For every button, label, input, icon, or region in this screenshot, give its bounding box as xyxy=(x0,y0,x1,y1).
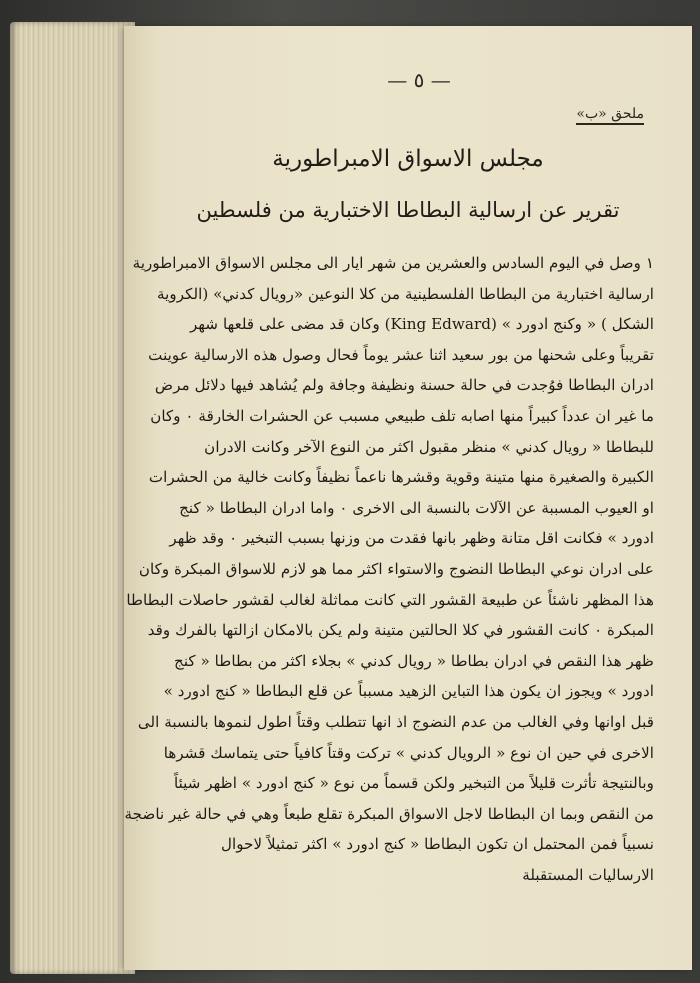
text-line: ادورد » فكانت اقل متانة وظهر بانها فقدت من وزنها بسبب التبخير ٠ وقد ظهر xyxy=(169,529,654,548)
text-line: من النقص وبما ان البطاطا لاجل الاسواق المبكرة تقلع طبعاً وهي في حالة غير ناضجة xyxy=(124,804,654,823)
text-line: تقريباً وعلى شحنها من بور سعيد اثنا عشر يوماً فحال وصول هذه الارسالية عوينت xyxy=(148,345,654,364)
text-line: المبكرة ٠ كانت القشور في كلا الحالتين متينة ولم يكن بالامكان ازالتها بالفرك وقد xyxy=(147,621,654,640)
text-line: هذا المظهر ناشئاً عن طبيعة القشور التي كانت مماثلة لغالب لقشور حاصلات البطاطا xyxy=(126,590,654,609)
text-line: وبالنتيجة تأثرت قليلاً من التبخير ولكن قسماً من نوع « كنج ادورد » اظهر شيئاً xyxy=(173,774,654,793)
page-subtitle: تقرير عن ارسالية البطاطا الاختبارية من فلسطين xyxy=(196,198,620,222)
text-line: ارسالية اختبارية من البطاطا الفلسطينية من كلا النوعين «رويال كدني» (الكروية xyxy=(157,284,654,303)
text-line: على ادران نوعي البطاطا النضوج والاستواء اكثر مما هو لازم للاسواق المبكرة وكان xyxy=(138,559,654,578)
text-line: ادورد » ويجوز ان يكون هذا التباين الزهيد مسبباً عن قلع البطاطا « كنج ادورد » xyxy=(163,682,654,701)
appendix-label: ملحق «ب» xyxy=(576,106,644,125)
text-line: الارساليات المستقبلة xyxy=(522,865,654,884)
text-line: نسبياً فمن المحتمل ان تكون البطاطا « كنج ادورد » اكثر تمثيلاً لاحوال xyxy=(220,835,654,854)
text-line: الشكل ) « وكنج ادورد » (King Edward) وكان قد مضى على قلعها شهر xyxy=(190,315,654,334)
text-line: الكبيرة والصغيرة منها متينة وقوية وقشرها ناعماً نظيفاً وكانت خالية من الحشرات xyxy=(148,468,654,487)
text-line: ظهر هذا النقص في ادران بطاطا « رويال كدني » بجلاء اكثر من بطاطا « كنج xyxy=(174,651,654,670)
text-line: قبل اوانها وفي الغالب من عدم النضوج اذ انها تتطلب وقتاً اطول لنموها بالنسبة الى xyxy=(137,712,654,731)
text-line: او العيوب المسببة عن الآلات بالنسبة الى الاخرى ٠ واما ادران البطاطا « كنج xyxy=(179,498,654,517)
book-page xyxy=(124,26,692,970)
page-number: — ٥ — xyxy=(387,68,451,92)
page-title: مجلس الاسواق الامبراطورية xyxy=(272,146,544,172)
text-line: ادران البطاطا فوُجدت في حالة حسنة ونظيفة وجافة ولم يُشاهد فيها دلائل مرض xyxy=(154,376,654,395)
text-line: الاخرى في حين ان نوع « الرويال كدني » تركت وقتاً كافياً حتى يتماسك قشرها xyxy=(163,743,654,762)
body-text xyxy=(124,248,654,890)
text-line: ما غير ان عدداً كبيراً منها اصابه تلف طبيعي مسبب عن الحشرات الخارقة ٠ وكان xyxy=(150,406,654,425)
book-page-edges xyxy=(10,22,135,974)
text-line: للبطاطا « رويال كدني » منظر مقبول اكثر من النوع الآخر وكانت الادران xyxy=(204,437,654,456)
text-line: ١ وصل في اليوم السادس والعشرين من شهر ايار الى مجلس الاسواق الامبراطورية xyxy=(132,254,654,272)
